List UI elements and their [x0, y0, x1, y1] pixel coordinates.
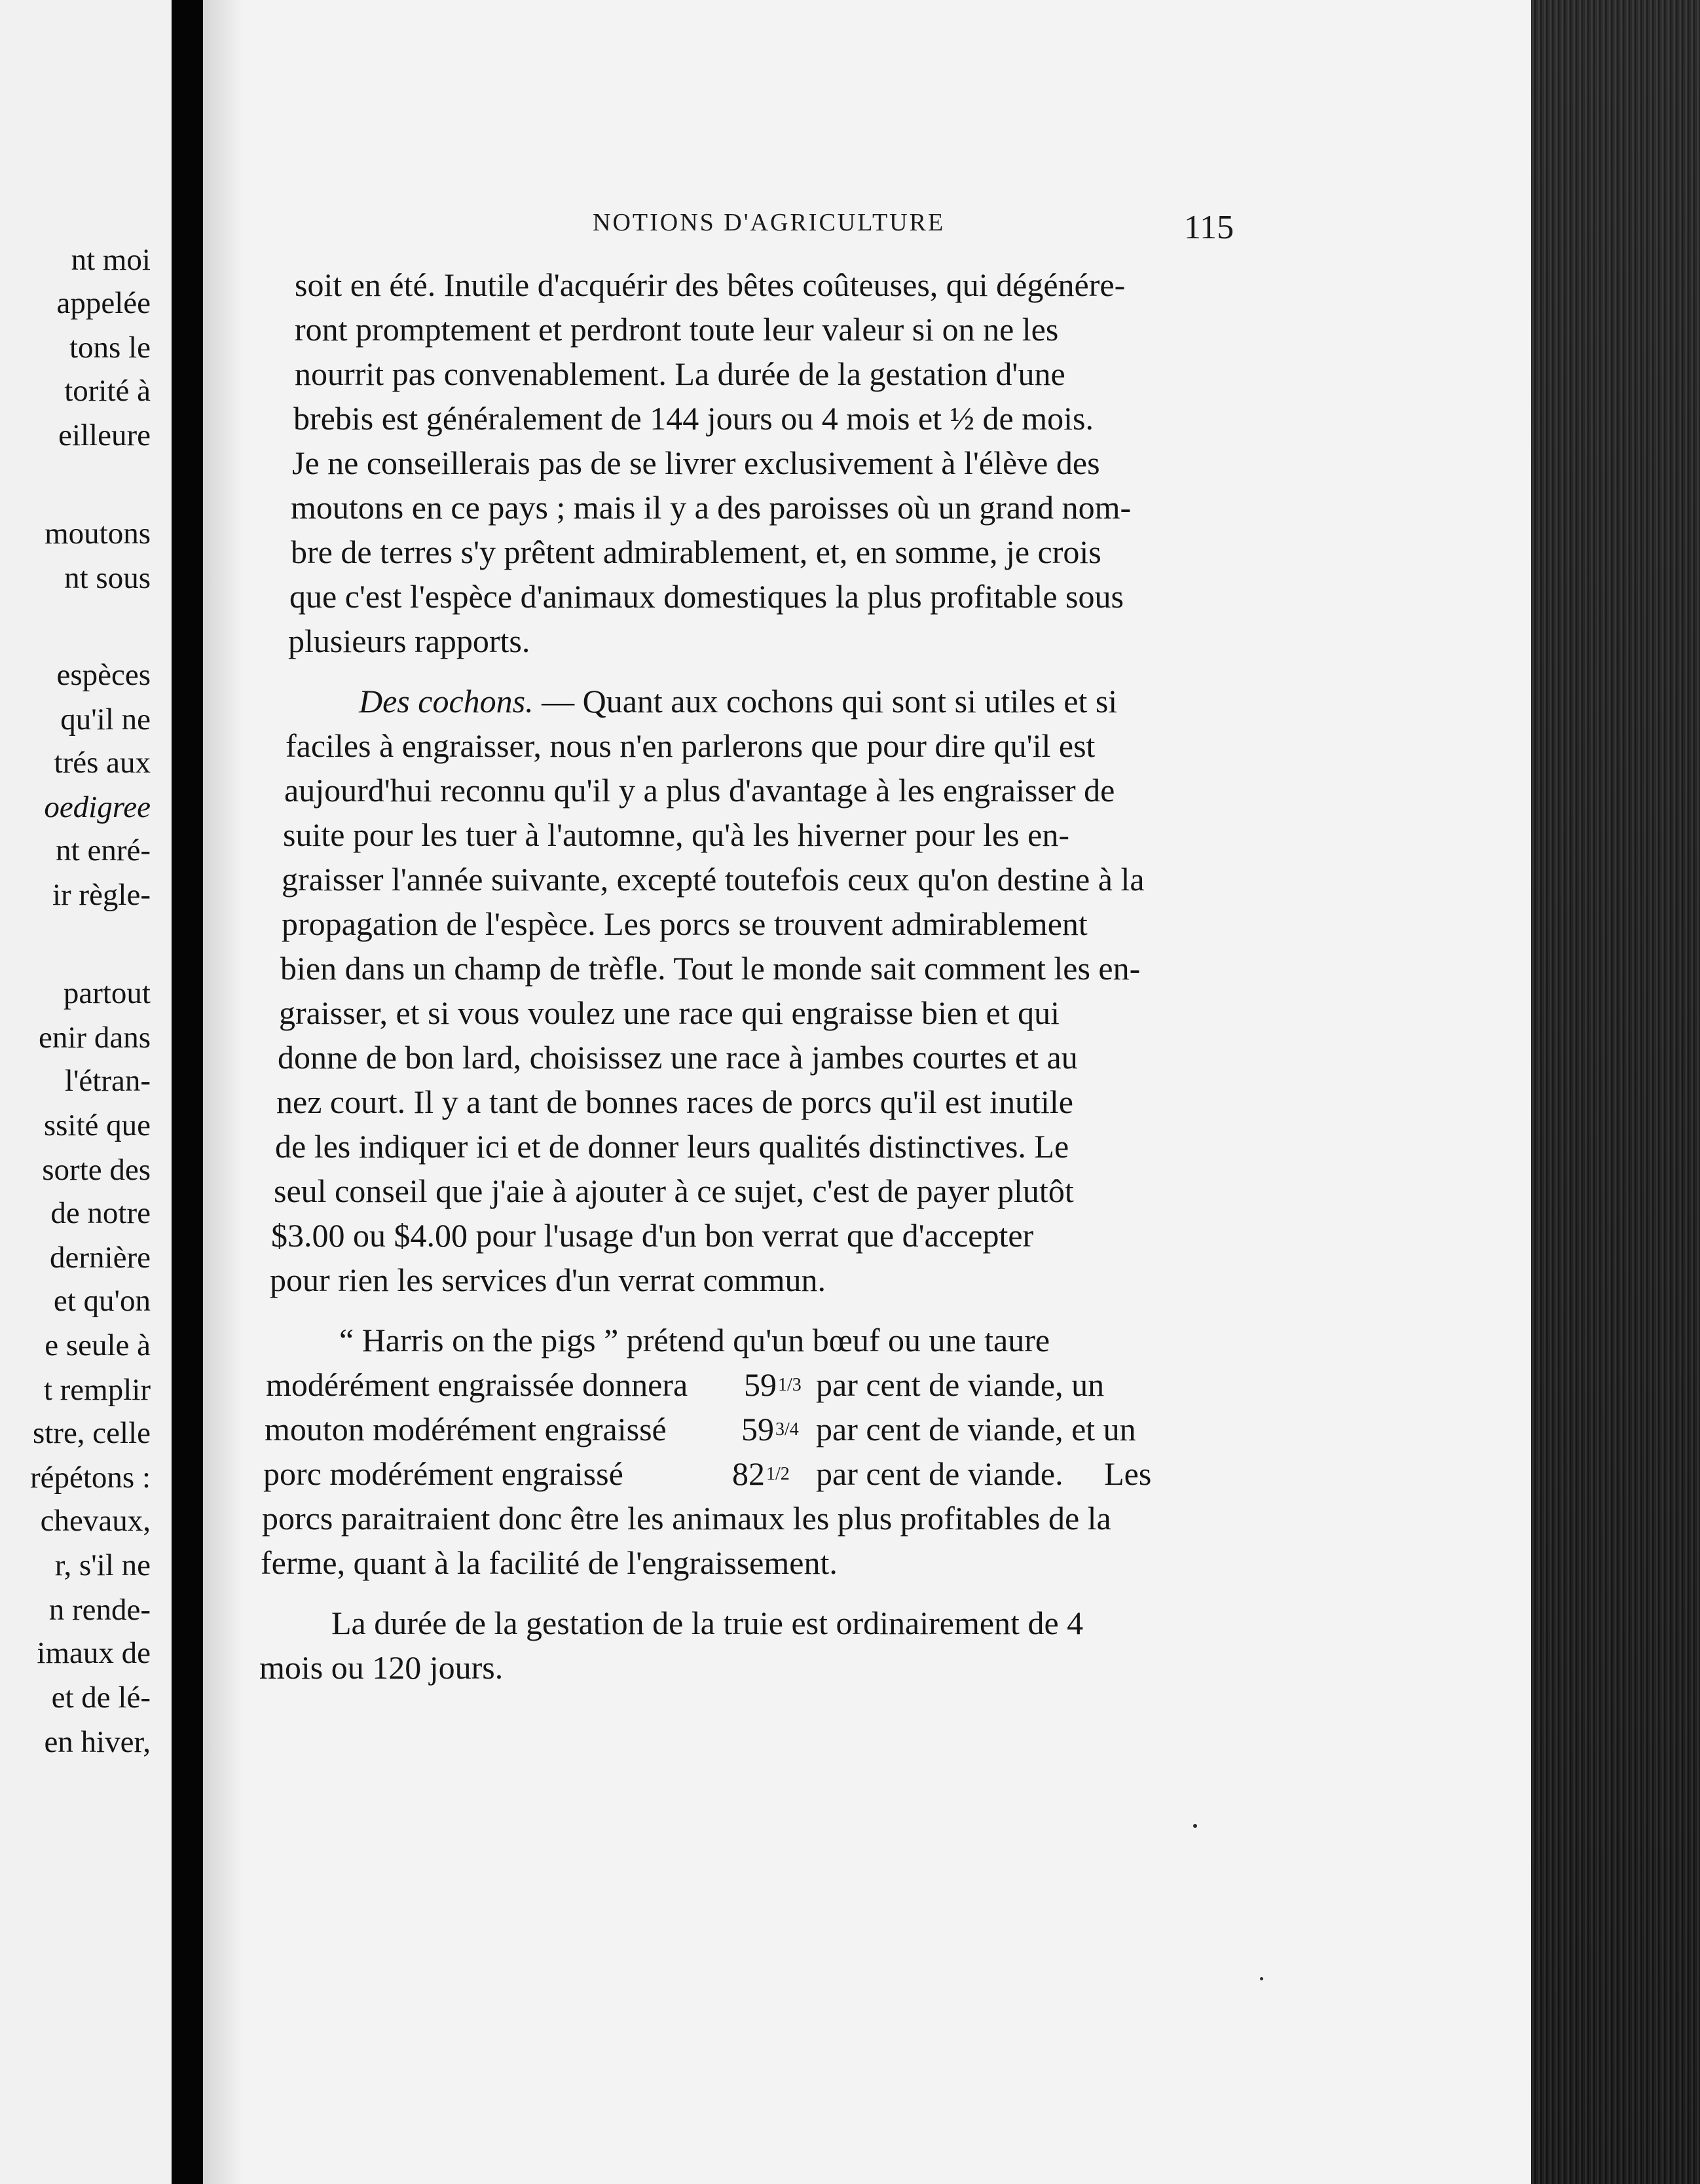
yield-row-beef — [266, 1368, 688, 1401]
body-line: $3.00 ou $4.00 pour l'usage d'un bon verrat que d'accepter — [271, 1217, 1034, 1254]
left-page-line: nt moi — [71, 243, 151, 277]
page-edge-shading — [1531, 0, 1700, 2184]
body-line: aujourd'hui reconnu qu'il y a plus d'avantage à les engraisser de — [284, 772, 1115, 809]
left-page-line: espèces — [56, 658, 151, 692]
yield-row-label: porc modérément engraissé — [263, 1455, 623, 1492]
print-speck — [1260, 1977, 1263, 1980]
body-line: soit en été. Inutile d'acquérir des bêtes coûteuses, qui dégénére- — [295, 266, 1126, 303]
body-line: ferme, quant à la facilité de l'engraissement. — [261, 1544, 838, 1581]
left-page-line: l'étran- — [64, 1064, 151, 1098]
yield-row-rest: par cent de viande, et un — [816, 1411, 1136, 1447]
left-page-line: répétons : — [29, 1461, 151, 1495]
main-page — [203, 0, 1531, 2184]
yield-value-number: 59 — [741, 1411, 774, 1447]
body-line: moutons en ce pays ; mais il y a des paroisses où un grand nom- — [291, 489, 1132, 526]
yield-row-rest: par cent de viande, un — [816, 1366, 1105, 1403]
left-page-line: trés aux — [54, 746, 151, 780]
body-line: graisser, et si vous voulez une race qui engraisse bien et qui — [279, 994, 1060, 1031]
body-line: nez court. Il y a tant de bonnes races de porcs qu'il est inutile — [276, 1083, 1073, 1120]
left-page-line: stre, celle — [32, 1416, 151, 1450]
body-line: pour rien les services d'un verrat commun. — [270, 1262, 826, 1298]
body-line: propagation de l'espèce. Les porcs se trouvent admirablement — [282, 905, 1088, 942]
body-line: brebis est généralement de 144 jours ou 4 mois et ½ de mois. — [293, 400, 1094, 437]
left-page-line: appelée — [56, 286, 151, 320]
body-line: suite pour les tuer à l'automne, qu'à les hiverner pour les en- — [283, 816, 1069, 853]
body-line: seul conseil que j'aie à ajouter à ce sujet, c'est de payer plutôt — [274, 1173, 1074, 1209]
body-line: bre de terres s'y prêtent admirablement, et, en somme, je crois — [291, 534, 1101, 570]
left-page-line: eilleure — [58, 418, 151, 452]
left-page-line: ir règle- — [52, 878, 151, 912]
yield-value-mutton — [741, 1413, 799, 1446]
yield-value-fraction: 1/2 — [766, 1463, 790, 1484]
body-line: donne de bon lard, choisissez une race à jambes courtes et au — [278, 1039, 1078, 1076]
left-page-line: moutons — [45, 517, 151, 551]
yield-row-label: modérément engraissée donnera — [266, 1366, 688, 1403]
print-speck — [1193, 1824, 1197, 1828]
left-page-line: et de lé- — [51, 1681, 151, 1715]
left-page-line: nt sous — [64, 561, 151, 595]
left-page-line: oedigree — [44, 790, 151, 824]
book-gutter — [172, 0, 203, 2184]
body-line: Je ne conseillerais pas de se livrer exclusivement à l'élève des — [292, 445, 1100, 481]
left-page-line: nt enré- — [56, 833, 151, 867]
left-page-line: ssité que — [43, 1108, 151, 1142]
left-page-line: t remplir — [43, 1373, 151, 1407]
yield-row-pork — [263, 1457, 623, 1490]
left-page-line: partout — [63, 976, 151, 1010]
quote-line: “ Harris on the pigs ” prétend qu'un bœuf ou une taure — [339, 1322, 1050, 1358]
body-line: de les indiquer ici et de donner leurs qualités distinctives. Le — [275, 1128, 1069, 1165]
left-page-line: en hiver, — [44, 1725, 151, 1759]
yield-row-mutton — [265, 1413, 667, 1446]
left-page-line: n rende- — [48, 1593, 151, 1627]
section-heading-italic: Des cochons. — [359, 683, 534, 719]
left-page-line: enir dans — [39, 1021, 151, 1055]
running-head: NOTIONS D'AGRICULTURE — [593, 209, 946, 236]
body-line: faciles à engraisser, nous n'en parlerons que pour dire qu'il est — [286, 727, 1096, 764]
left-page-line: e seule à — [45, 1328, 151, 1362]
body-line: que c'est l'espèce d'animaux domestiques la plus profitable sous — [289, 578, 1124, 615]
page-number: 115 — [1184, 209, 1234, 246]
left-page-line: torité à — [64, 374, 151, 408]
left-page-line: sorte des — [42, 1153, 151, 1187]
yield-row-rest: par cent de viande. Les — [816, 1455, 1152, 1492]
yield-value-number: 82 — [732, 1455, 765, 1492]
left-page-line: et qu'on — [53, 1284, 151, 1318]
left-page-line: dernière — [50, 1241, 151, 1275]
yield-row-label: mouton modérément engraissé — [265, 1411, 667, 1447]
left-page-line: r, s'il ne — [54, 1548, 151, 1582]
left-page-line: tons le — [69, 331, 151, 365]
body-line: mois ou 120 jours. — [259, 1649, 504, 1686]
left-facing-page — [0, 0, 172, 2184]
yield-value-pork — [732, 1457, 790, 1490]
yield-value-fraction: 3/4 — [775, 1419, 799, 1440]
section-heading-line: Des cochons. — Quant aux cochons qui sont si utiles et si — [359, 683, 1118, 719]
left-page-line: de notre — [50, 1196, 151, 1230]
left-page-line: chevaux, — [40, 1504, 151, 1538]
left-page-line: qu'il ne — [60, 702, 151, 737]
body-line: La durée de la gestation de la truie est ordinairement de 4 — [331, 1605, 1084, 1641]
left-page-line: imaux de — [37, 1636, 151, 1670]
yield-value-fraction: 1/3 — [778, 1374, 802, 1395]
yield-value-number: 59 — [744, 1366, 777, 1403]
body-line: graisser l'année suivante, excepté toutefois ceux qu'on destine à la — [282, 861, 1145, 898]
body-line: nourrit pas convenablement. La durée de la gestation d'une — [295, 355, 1065, 392]
yield-value-beef — [744, 1368, 802, 1401]
body-line: bien dans un champ de trèfle. Tout le monde sait comment les en- — [280, 950, 1141, 987]
body-line: porcs paraitraient donc être les animaux les plus profitables de la — [262, 1500, 1111, 1537]
body-line: plusieurs rapports. — [288, 623, 530, 659]
body-line: ront promptement et perdront toute leur valeur si on ne les — [295, 311, 1059, 348]
